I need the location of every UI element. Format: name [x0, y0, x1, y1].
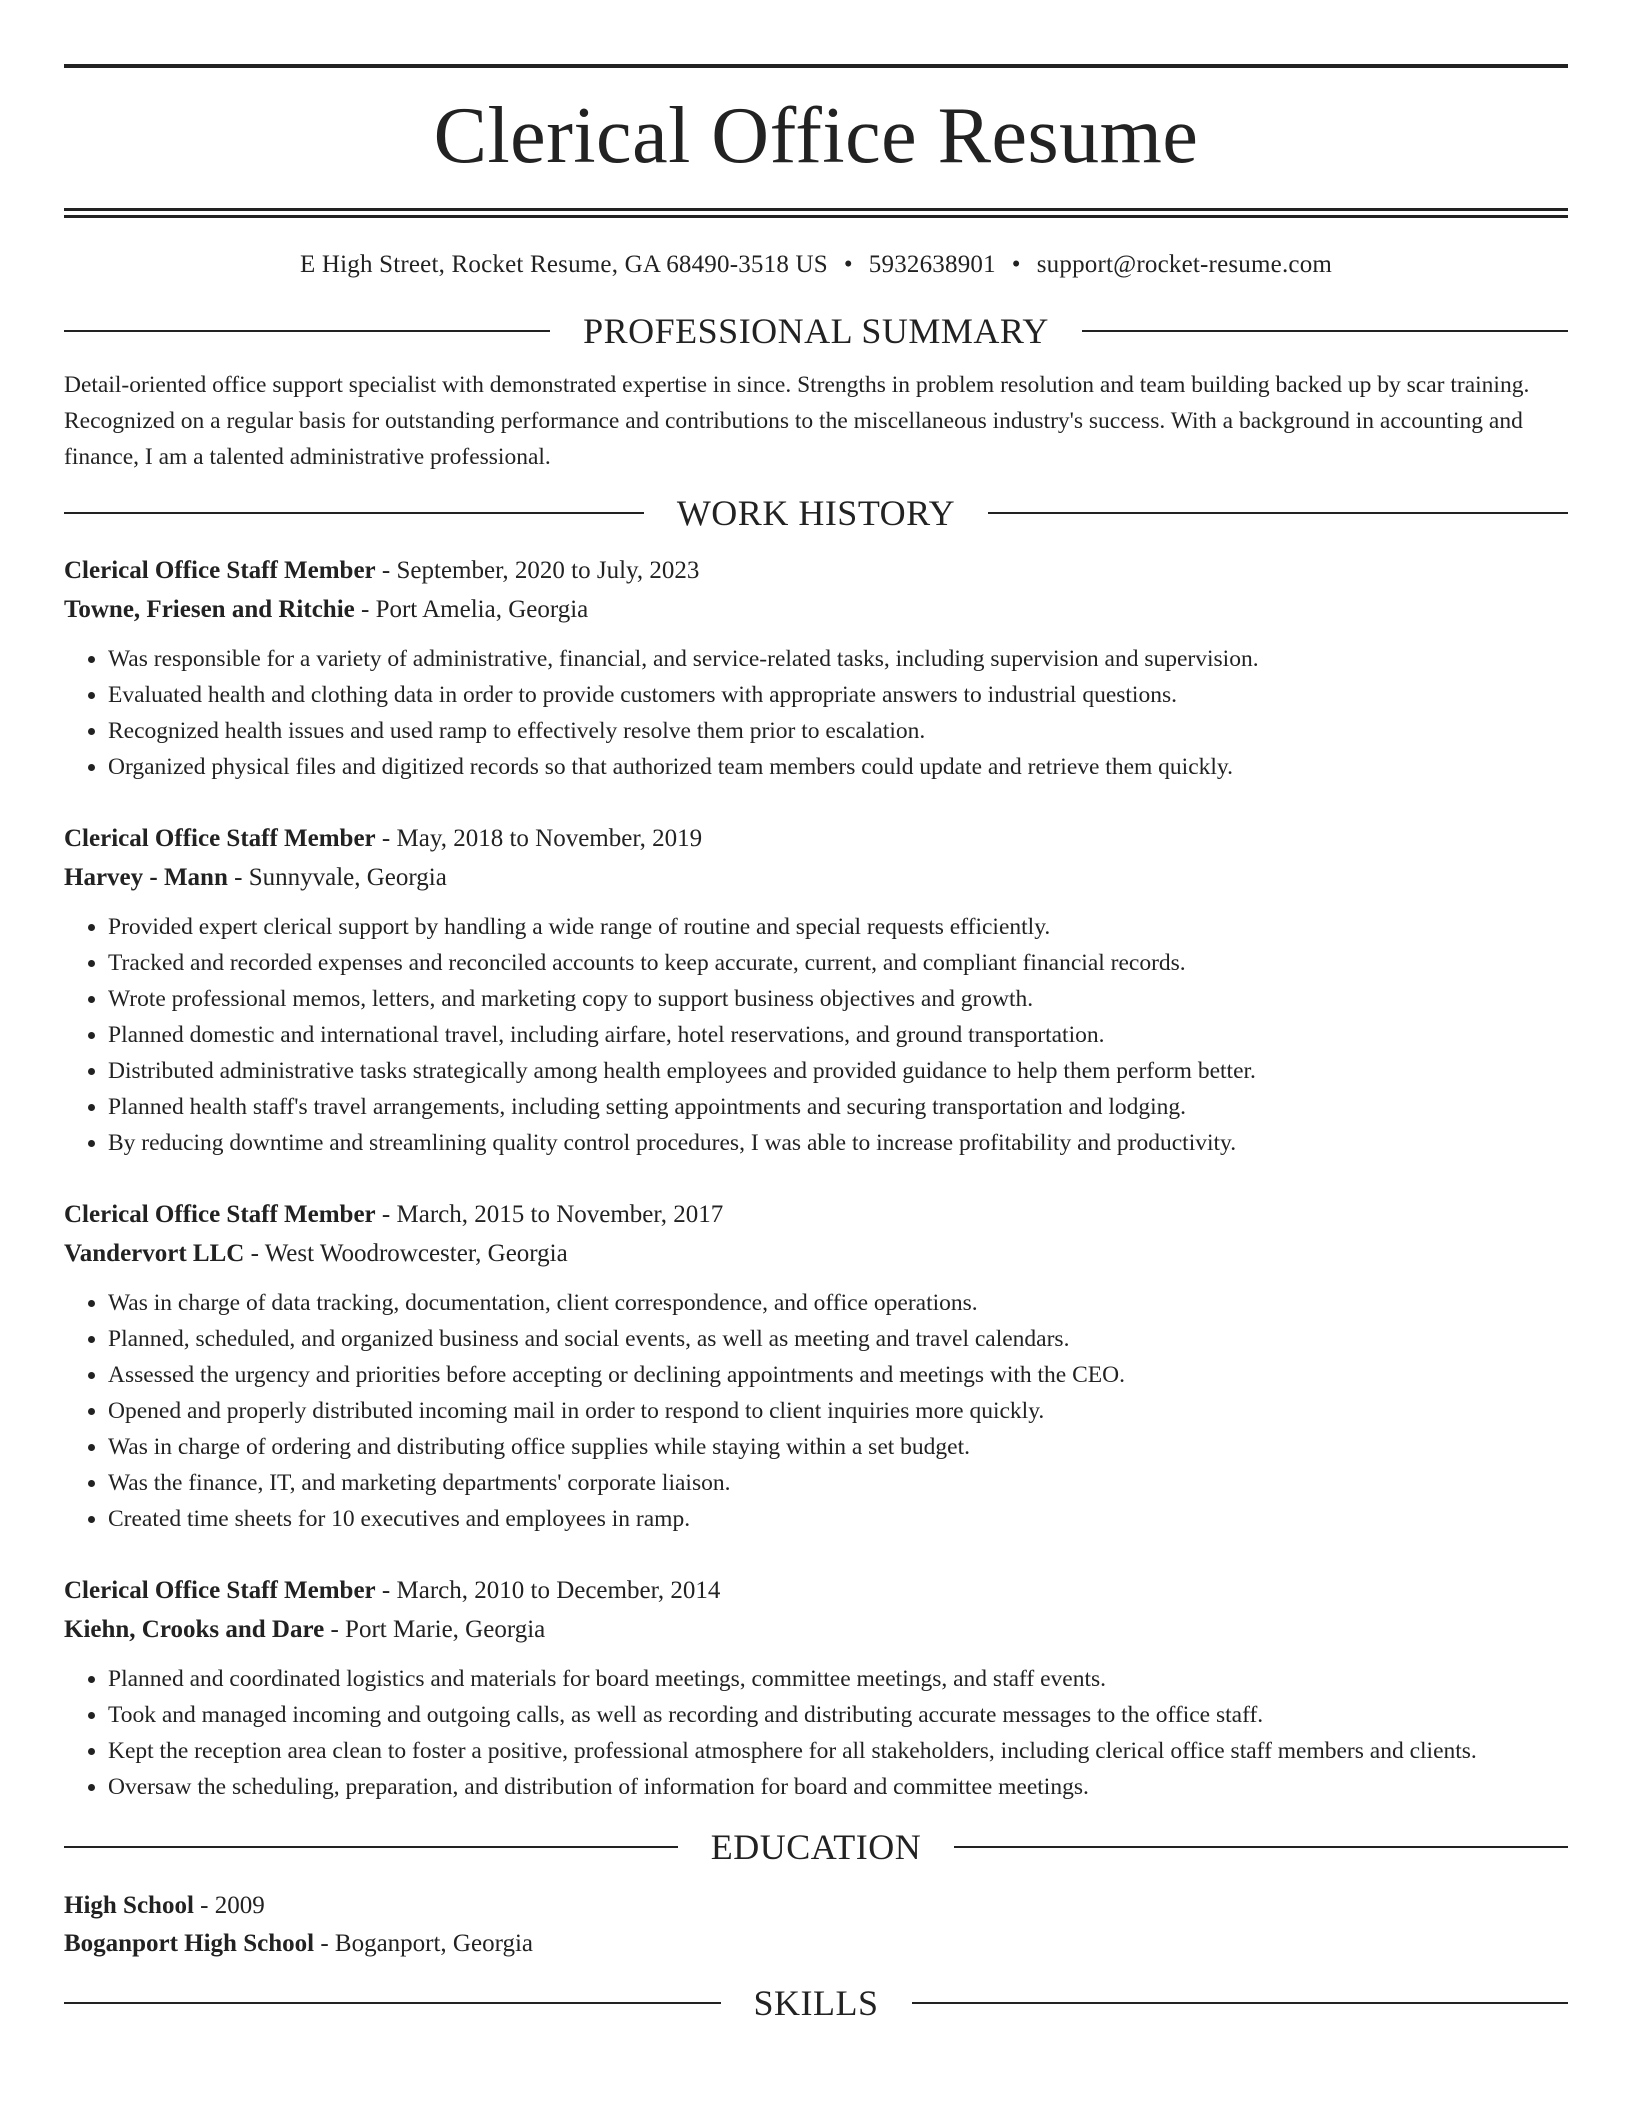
- education-degree-line: [64, 1887, 1568, 1925]
- job-bullet: • Planned, scheduled, and organized business and social events, as well as meeting and travel calendars.: [108, 1321, 1568, 1357]
- job-entry: [64, 1571, 1568, 1805]
- section-title: WORK HISTORY: [676, 493, 956, 533]
- job-bullet: • Created time sheets for 10 executives and employees in ramp.: [108, 1501, 1568, 1537]
- job-bullet: • Oversaw the scheduling, preparation, and distribution of information for board and committee meetings.: [108, 1769, 1568, 1805]
- job-location: - Port Marie, Georgia: [324, 1616, 546, 1643]
- resume-title: Clerical Office Resume: [433, 92, 1199, 180]
- job-bullet: • Evaluated health and clothing data in order to provide customers with appropriate answers to industrial questions.: [108, 677, 1568, 713]
- job-company: Harvey - Mann: [64, 864, 228, 891]
- section-title: SKILLS: [753, 1983, 879, 2023]
- heading-rule-left: [64, 2002, 721, 2004]
- job-title-line: [64, 1195, 1568, 1234]
- section-title: PROFESSIONAL SUMMARY: [583, 311, 1049, 351]
- job-bullet: • Was in charge of data tracking, documentation, client correspondence, and office operations.: [108, 1285, 1568, 1321]
- job-company: Towne, Friesen and Ritchie: [64, 596, 355, 623]
- job-bullet: • Recognized health issues and used ramp to effectively resolve them prior to escalation.: [108, 713, 1568, 749]
- job-entry: [64, 1195, 1568, 1537]
- heading-rule-left: [64, 330, 550, 332]
- section-heading-summary: [64, 313, 1568, 349]
- job-title-line: [64, 551, 1568, 590]
- job-bullet: • Wrote professional memos, letters, and marketing copy to support business objectives and growth.: [108, 981, 1568, 1017]
- contact-email: support@rocket-resume.com: [1036, 251, 1333, 278]
- job-company-line: [64, 590, 1568, 629]
- job-company: Kiehn, Crooks and Dare: [64, 1616, 325, 1643]
- title-double-rule: [64, 208, 1568, 218]
- heading-rule-right: [954, 1846, 1568, 1848]
- job-role: Clerical Office Staff Member: [64, 557, 376, 584]
- section-heading-work: [64, 495, 1568, 531]
- contact-line: [64, 252, 1568, 277]
- job-bullet: • Organized physical files and digitized records so that authorized team members could update and retrieve them quickly.: [108, 749, 1568, 785]
- education-location: - Boganport, Georgia: [314, 1930, 533, 1957]
- job-role: Clerical Office Staff Member: [64, 1577, 376, 1604]
- heading-rule-left: [64, 1846, 678, 1848]
- job-location: - Port Amelia, Georgia: [354, 596, 589, 623]
- job-bullet: • Planned and coordinated logistics and materials for board meetings, committee meetings, and staff events.: [108, 1661, 1568, 1697]
- job-bullet: • Planned domestic and international travel, including airfare, hotel reservations, and ground transportation.: [108, 1017, 1568, 1053]
- job-title-line: [64, 819, 1568, 858]
- job-bullet: • Provided expert clerical support by handling a wide range of routine and special requests efficiently.: [108, 909, 1568, 945]
- heading-rule-right: [988, 512, 1568, 514]
- job-company: Vandervort LLC: [64, 1240, 245, 1267]
- job-bullet-list: [64, 909, 1568, 1161]
- job-bullet: • Opened and properly distributed incoming mail in order to respond to client inquiries more quickly.: [108, 1393, 1568, 1429]
- job-bullet: • Tracked and recorded expenses and reconciled accounts to keep accurate, current, and compliant financial records.: [108, 945, 1568, 981]
- contact-address: E High Street, Rocket Resume, GA 68490-3518 US: [299, 251, 828, 278]
- job-role: Clerical Office Staff Member: [64, 1201, 376, 1228]
- job-bullet: • Took and managed incoming and outgoing calls, as well as recording and distributing accurate messages to the office staff.: [108, 1697, 1568, 1733]
- job-bullet-list: [64, 1285, 1568, 1537]
- top-rule: [64, 64, 1568, 68]
- education-school-line: [64, 1925, 1568, 1963]
- contact-separator: •: [1011, 251, 1021, 278]
- job-dates: - March, 2015 to November, 2017: [375, 1201, 724, 1228]
- job-bullet-list: [64, 1661, 1568, 1805]
- section-title: EDUCATION: [710, 1827, 922, 1867]
- job-role: Clerical Office Staff Member: [64, 825, 376, 852]
- job-company-line: [64, 1610, 1568, 1649]
- job-bullet: • Distributed administrative tasks strategically among health employees and provided guidance to help them perform better.: [108, 1053, 1568, 1089]
- job-entry: [64, 819, 1568, 1161]
- job-dates: - September, 2020 to July, 2023: [375, 557, 700, 584]
- heading-rule-right: [1082, 330, 1568, 332]
- job-dates: - May, 2018 to November, 2019: [375, 825, 703, 852]
- job-dates: - March, 2010 to December, 2014: [375, 1577, 721, 1604]
- section-heading-education: [64, 1829, 1568, 1865]
- contact-separator: •: [843, 251, 853, 278]
- work-history-list: [64, 551, 1568, 1805]
- summary-text: Detail-oriented office support specialist with demonstrated expertise in since. Strengths in problem resolution and team building backed up by scar training. Recognized on a regular basis for outstanding performance and contributions to the miscellaneous industry's success. With a background in accounting and finance, I am a talented administrative professional.: [64, 372, 1530, 470]
- education-entry: [64, 1887, 1568, 1963]
- job-bullet: • Was the finance, IT, and marketing departments' corporate liaison.: [108, 1465, 1568, 1501]
- section-heading-skills: [64, 1985, 1568, 2021]
- heading-rule-right: [912, 2002, 1569, 2004]
- job-company-line: [64, 1234, 1568, 1273]
- job-title-line: [64, 1571, 1568, 1610]
- job-bullet: • Kept the reception area clean to foster a positive, professional atmosphere for all stakeholders, including clerical office staff members and clients.: [108, 1733, 1568, 1769]
- job-bullet-list: [64, 641, 1568, 785]
- job-location: - West Woodrowcester, Georgia: [244, 1240, 568, 1267]
- job-entry: [64, 551, 1568, 785]
- job-bullet: • Was responsible for a variety of administrative, financial, and service-related tasks, including supervision and supervision.: [108, 641, 1568, 677]
- heading-rule-left: [64, 512, 644, 514]
- education-year: - 2009: [193, 1892, 265, 1919]
- education-school: Boganport High School: [64, 1930, 315, 1957]
- contact-phone: 5932638901: [868, 251, 996, 278]
- education-degree: High School: [64, 1892, 194, 1919]
- job-location: - Sunnyvale, Georgia: [227, 864, 447, 891]
- job-bullet: • Planned health staff's travel arrangements, including setting appointments and securing transportation and lodging.: [108, 1089, 1568, 1125]
- job-company-line: [64, 858, 1568, 897]
- job-bullet: • Assessed the urgency and priorities before accepting or declining appointments and meetings with the CEO.: [108, 1357, 1568, 1393]
- job-bullet: • Was in charge of ordering and distributing office supplies while staying within a set budget.: [108, 1429, 1568, 1465]
- job-bullet: • By reducing downtime and streamlining quality control procedures, I was able to increase profitability and productivity.: [108, 1125, 1568, 1161]
